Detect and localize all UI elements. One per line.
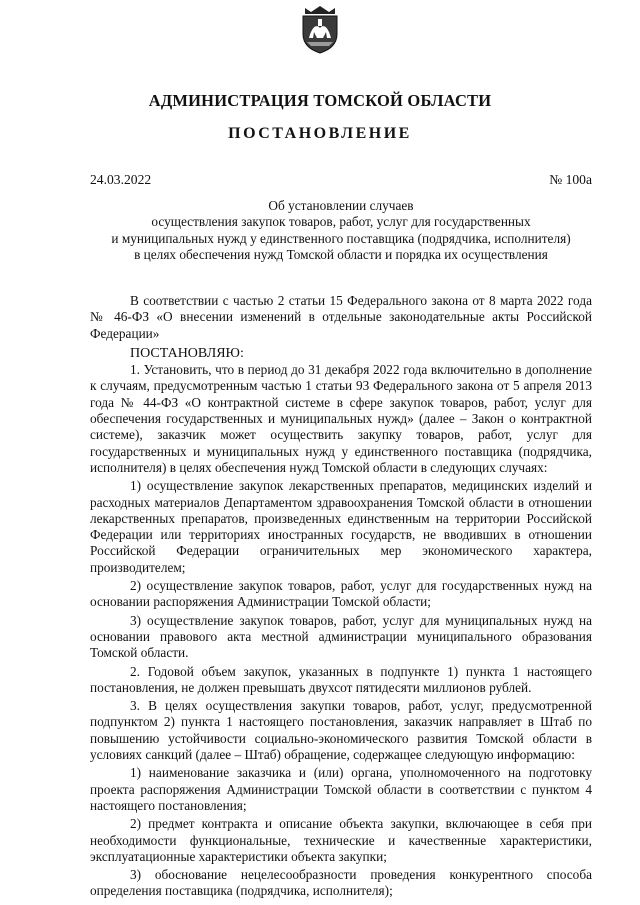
clause-3-sub-2: 2) предмет контракта и описание объекта закупки, включающее в себя при необходимости функциональные, технические и качественные характеристики, эксплуатационные характеристики объекта закупки; [90, 816, 592, 864]
title-line: в целях обеспечения нужд Томской области и порядка их осуществления [134, 246, 548, 262]
document-meta [90, 172, 592, 188]
title-line: осуществления закупок товаров, работ, услуг для государственных [151, 214, 531, 230]
clause-1-sub-1: 1) осуществление закупок лекарственных препаратов, медицинских изделий и расходных материалов Департаментом здравоохранения Томской области в отношении лекарственных препаратов, произведенных единственным на территории Российской Федерации или территориях иностранных государств, не вводивших в отношении Российской Федерации ограничительных мер экономического характера, производителем; [90, 478, 592, 575]
organization-name: АДМИНИСТРАЦИЯ ТОМСКОЙ ОБЛАСТИ [148, 91, 492, 110]
clause-1-sub-3: 3) осуществление закупок товаров, работ, услуг для муниципальных нужд на основании правового акта местной администрации муниципального образования Томской области. [90, 612, 592, 661]
clause-2: 2. Годовой объем закупок, указанных в подпункте 1) пункта 1 настоящего постановления, не должен превышать двухсот пятидесяти миллионов рублей. [90, 663, 592, 695]
document-type: ПОСТАНОВЛЕНИЕ [228, 125, 412, 142]
clause-3-sub-1: 1) наименование заказчика и (или) органа, уполномоченного на подготовку проекта распоряжения Администрации Томской области в соответствии с пунктом 4 настоящего постановления; [90, 765, 592, 813]
preamble-paragraph: В соответствии с частью 2 статьи 15 Федерального закона от 8 марта 2022 года № 46-ФЗ «О внесении изменений в отдельные законодательные акты Российской Федерации» [90, 293, 592, 341]
clause-1: 1. Установить, что в период до 31 декабря 2022 года включительно в дополнение к случаям, предусмотренным частью 1 статьи 93 Федерального закона от 5 апреля 2013 года № 44-ФЗ «О контрактной системе в сфере закупок товаров, работ, услуг для обеспечения государственных и муниципальных нужд» (далее – Закон о контрактной системе), заказчик может осуществить закупку товаров, работ, услуг для государственных и муниципальных нужд у единственного поставщика (подрядчика, исполнителя) в целях обеспечения нужд Томской области в следующих случаях: [90, 362, 592, 475]
decree-heading: ПОСТАНОВЛЯЮ: [130, 345, 244, 361]
clause-3-sub-3: 3) обоснование нецелесообразности проведения конкурентного способа определения поставщика (подрядчика, исполнителя); [90, 867, 592, 899]
document-title [90, 198, 592, 263]
document-number: № 100а [549, 172, 592, 187]
title-line: и муниципальных нужд у единственного поставщика (подрядчика, исполнителя) [111, 230, 571, 246]
clause-3: 3. В целях осуществления закупки товаров, работ, услуг, предусмотренной подпунктом 2) пункта 1 настоящего постановления, заказчик направляет в Штаб по повышению устойчивости социально-экономического развития Томской области в условиях санкций (далее – Штаб) обращение, содержащее следующую информацию: [90, 698, 592, 763]
clause-1-sub-2: 2) осуществление закупок товаров, работ, услуг для государственных нужд на основании распоряжения Администрации Томской области; [90, 578, 592, 610]
title-line: Об установлении случаев [268, 198, 414, 213]
tomsk-region-coat-of-arms-icon [299, 4, 341, 54]
document-body [90, 293, 592, 900]
document-date: 24.03.2022 [90, 172, 152, 187]
